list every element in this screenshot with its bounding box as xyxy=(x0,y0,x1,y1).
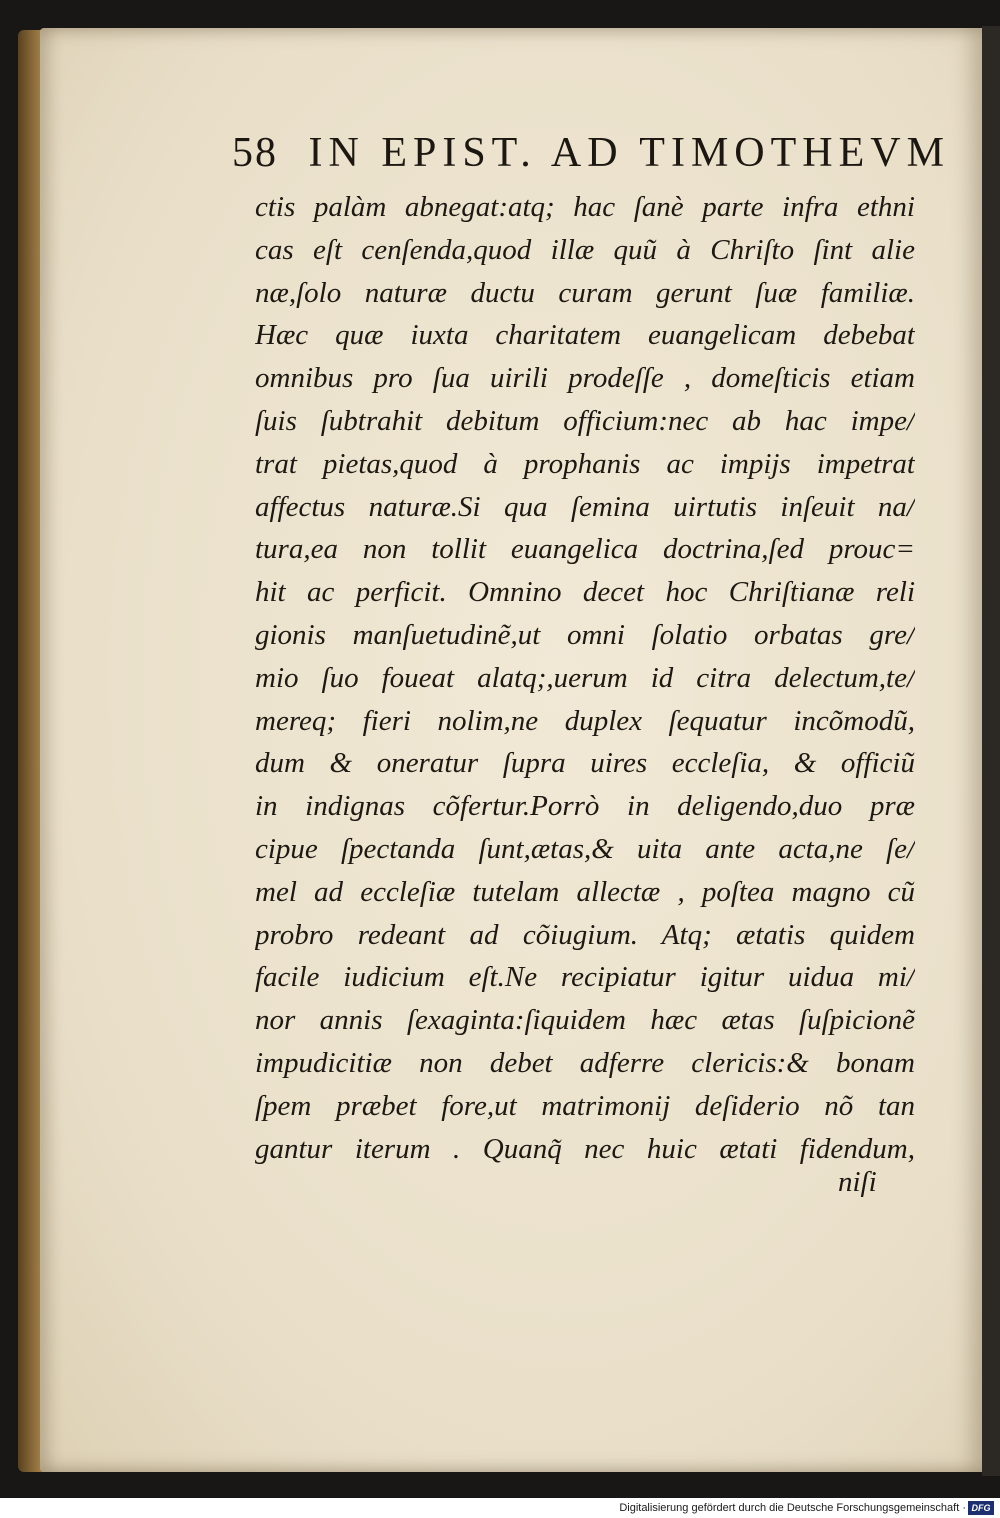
text-line: omnibus pro ſua uirili prodeſſe , domeſticis etiam xyxy=(255,362,915,395)
text-line: ſuis ſubtrahit debitum officium:nec ab hac impe/ xyxy=(255,404,915,437)
text-line: tura,ea non tollit euangelica doctrina,ſed prouc= xyxy=(255,533,915,566)
funding-credit: Digitalisierung gefördert durch die Deutsche Forschungsgemeinschaft · xyxy=(619,1502,966,1514)
scan-border xyxy=(982,26,1000,1476)
text-line: gionis manſuetudinẽ,ut omni ſolatio orbatas gre/ xyxy=(255,618,915,651)
running-title: IN EPIST. AD TIMOTHEVM xyxy=(308,130,950,176)
text-line: cipue ſpectanda ſunt,ætas,& uita ante acta,ne ſe/ xyxy=(255,832,915,865)
text-line: Hæc quæ iuxta charitatem euangelicam debebat xyxy=(255,319,915,352)
text-line: næ,ſolo naturæ ductu curam gerunt ſuæ familiæ. xyxy=(255,276,915,309)
text-line: trat pietas,quod à prophanis ac impijs impetrat xyxy=(255,447,915,480)
catchword: niſi xyxy=(838,1166,877,1198)
text-line: dum & oneratur ſupra uires eccleſia, & officiũ xyxy=(255,747,915,780)
text-line: mio ſuo foueat alatq;,uerum id citra delectum,te/ xyxy=(255,661,915,694)
text-line: nor annis ſexaginta:ſiquidem hæc ætas ſuſpicionẽ xyxy=(255,1004,915,1037)
text-line: facile iudicium eſt.Ne recipiatur igitur uidua mi/ xyxy=(255,961,915,994)
text-block xyxy=(255,186,915,1170)
text-line: ſpem præbet fore,ut matrimonij deſiderio nõ tan xyxy=(255,1089,915,1122)
text-line: ctis palàm abnegat:atq; hac ſanè parte infra ethni xyxy=(255,191,915,223)
page-number: 58 xyxy=(232,130,278,176)
text-line: mereq; fieri nolim,ne duplex ſequatur incõmodũ, xyxy=(255,704,915,737)
running-head xyxy=(232,128,950,178)
text-line: gantur iterum . Quanq̃ nec huic ætati fidendum, xyxy=(255,1132,915,1165)
text-line: mel ad eccleſiæ tutelam allectæ , poſtea magno cũ xyxy=(255,875,915,908)
text-line: probro redeant ad cõiugium. Atq; ætatis quidem xyxy=(255,918,915,951)
text-line: in indignas cõfertur.Porrò in deligendo,duo præ xyxy=(255,790,915,823)
text-line: hit ac perficit. Omnino decet hoc Chriſtianæ reli xyxy=(255,576,915,609)
text-line: affectus naturæ.Si qua ſemina uirtutis inſeuit na/ xyxy=(255,490,915,523)
dfg-logo: DFG xyxy=(968,1501,994,1515)
text-line: cas eſt cenſenda,quod illæ quũ à Chriſto ſint alie xyxy=(255,233,915,266)
text-line: impudicitiæ non debet adferre clericis:& bonam xyxy=(255,1046,915,1079)
